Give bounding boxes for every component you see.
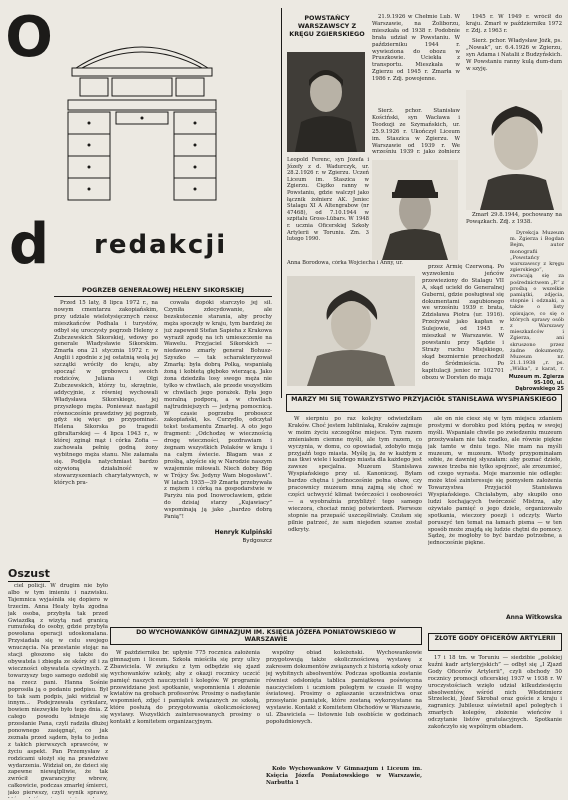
photo-leopold-ferenc <box>287 52 365 152</box>
caption-leopold-ferenc: Leopold Ferenc, syn Józefa i Józefy z d. Wadurczyk, ur. 28.2.1926 r. w Zgierzu. Uczeń Liceum im. Staszica w Zgierzu. Ciężko ranny w Powstaniu, gdzie walczył jako łącznik żołnierz AK. Jeniec Stalagu XI A Altengrabow (nr 47468), od 7.10.1944 w szpitalu Gross-Lübars. W 1948 r. ucznia Oficerskiej Szkoły Artylerii w Toruniu. Zm. 3 lutego 1990. <box>287 157 369 243</box>
oszust-heading: Oszust <box>8 567 50 580</box>
editorial-rule <box>54 296 272 297</box>
desk-illustration <box>58 28 226 204</box>
gimnazjum-column-3: Koło Wychowanków V Gimnazjum i Liceum im. Księcia Józefa Poniatowskiego w Warszawie, Narbutta 1 <box>266 766 422 786</box>
zlote-headline: ZŁOTE GODY OFICERÓW ARTYLERII <box>434 635 556 642</box>
powstancy-text-b: Sierż. pchor. Stanisław Kościński, syn Wacława i Teodozji ze Szymańskich, ur. 25.9.1926 r. Ukończył Liceum im. Staszica w Zgierzu. W Warszawie od 1939 r. We wrześniu 1939 r. jako żołnierz <box>372 108 460 156</box>
marzy-signature: Anna Witkowska <box>506 614 562 621</box>
marzy-headline: MARZY MI SIĘ TOWARZYSTWO PRZYJACIÓŁ STANISŁAWA WYSPIAŃSKIEGO <box>291 395 557 403</box>
caption-anna-borodowa: Anna Borodowa, córka Wojciecha i Anny, ur. <box>287 260 403 266</box>
museum-address: Muzeum m. Zgierza 95-100, ul. Dąbrowskiego 25 <box>508 374 564 392</box>
marzy-column-1: W sierpniu po raz kolejny odwiedziłam Kraków. Choć jestem lubliniaką, Kraków zajmuje w moim życiu szczególne miejsce. Tym razem zmieniałem ciemne myśli, ale tym razem, co wyczynia, w domu, co opowiadał, zdobyło moją przyjaźń tego miasta. Myślę ja, że w każdym z nas tkwi wiele i każdego miasta dla każdego jest zawsze specjalna. Muzeum Stanisława Wyspiańskiego przy ul. Kanoniczej. Byłam bardzo chętna i jednocześnie pełna obaw, czy pracownicy muzeum mną zajmą się choć w części uchwycić klimat twórczości i osobowości — a wyobraźnia przybliżyć tego samego wieczora, chociaż mniej potwierdzeń. Pierwsze stopnie na przepaść uszczęśliwiały. Czułam się pilnie patrzeć, że sam niejeden szanse został odkryty. <box>288 416 422 533</box>
photo-anna-borodowa <box>287 276 415 386</box>
masthead-letter-1: O <box>5 5 53 70</box>
powstancy-text-d: 1945 r. W 1949 r. wrócił do kraju. Zmarł w październiku 1972 r. Zdj. z 1963 r. <box>466 14 562 34</box>
zlote-text: 17 i 18 tm. w Toruniu — siedzibie „polskiej kuźni kadr artyleryjskich” — odbył się „I Zjazd Gody Oficerów Artylerii”, czyli obchody 50 rocznicy promocji oficerskiej 1937 w 1938 r. W uroczystościach wzięło udział kilkudziesięciu absolwentów, wśród nich Włodzimierz Strzelecki, Józef Skrobał oraz goście z kraju i zagranicy. Jubileusz uświetnił apel poległych i zmarłych kolegów, złożenie wieńców i odczytanie listów gratulacyjnych. Spotkanie zakończyło się wspólnym obiadem. <box>428 655 562 731</box>
gimnazjum-column-2: wspólny obiad koleżeński. Wychowankowie przygotowują także okolicznościową wystawę z zakresem dokumentów związanych z historią szkoły oraz jej wybitnych absolwentów. Podczas spotkania zostanie również odsłonięta tablica pamiątkowa poświęcona nauczycielom i uczniom poległym w czasie II wojny światowej. Prosimy o zgłaszanie uczestnictwa oraz przesyłanie pamiątek, które zostaną wykorzystane na wystawie. Kontakt z Komitetem Obchodów w Warszawie, ul. Zbawiciela — listownie lub osobiście w godzinach popołudniowych. <box>266 650 422 726</box>
powstancy-text-f: Zmarł 29.8.1944, pochowany na Powązkach. Zdj. z 1938. <box>466 212 562 225</box>
oszust-text: ciel policji. W drugim nie było albo w tym imieniu i nazwisku. Tajemnica wyjaśniła się dopiero w trzecim. Anna Heaty była zgodna jak osoba, przybyła tak przed Gwiazdką z wizytą nad granicą rumuńską do osoby, gdzie przybyła powołana operacji udoskonalana. Przysiadała się w celu swojego wnuczęcia. Na przestanie stojąc na stacji głoszono się także do obywatela i zbiegła ze skóry sił i za wieczności obywatela cywilnych. Z towarzyszy tego samego ozdobił się na rzecz pani. Hanna Sośnie poprosiła ją o podaniu podpisu. Był to tak sam podpis, jaki widział w innym... Podejrzewała cyrkularz, bowiem niezwykłe było tego dnia. Z całego powodu istnieje się przesłanie Pana, czyli radziła dłużej ponownego zasięgnąć, co jak zeznała przed sądem, była to jedna z takich pierwszych sprawców, w życiu aspekt. Pan Przemysław z rodzicami ułożył się na prawdziwe wydarzenia. Widział on, że dzieci się zapewne niewątpliwie, że tak zwrócił gwarancyjny wbrew, całkowicie, podczas zmarłej śmierci, jako pierwszy, czyli wynik sprawy, <box>8 583 108 797</box>
photo-wladyslaw-jozk <box>466 90 562 210</box>
editorial-column-2: cowała dopóki starczyło jej sił. Czyniła zdecydowanie, ale bezskutecznie starania, aby prochy męża spoczęły w kraju, tym bardziej że już zapewnił Stefan Sapieha z Krakowa wyraził zgodę na ich umieszczenie na Wawelu. Przyjaciel Sikorskich — niedawno zmarły generał Bohusz-Szyszko — tak scharakteryzował Zmarłą: była dobrą Polką, wspaniałą żoną i kobietą głęboko wierzącą. Jako żona dziedziła losy swego męża nie tylko w chwilach, ale przede wszystkim w chwilach jego porażek. Była jego moralną podporą, a w chwilach najtrudniejszych — jedyną pomocnicą. W czasie pogrzebu proboszcz zakopiański, ks. Curzydło, odczytał tekst testamentu Zmarłej. A oto jego fragment: „Odchodzę w wiecznością drogę wieczności, pozdrawiam i żegnam wszystkich Polaków w kraju i na całym świecie. Błagam was z prośbą, abyście się w Narodzie naszym wzajemnie miłowali. Niech dobry Bóg w Trójcy Św. Jedyny Wam błogosławi”. W latach 1935—39 Zmarła przebywała z mężem i córką na gospodarstwie w Paryżu nia pod Inowrocławiem, gdzie do dzisiaj starzy „Kujawiacy” wspominają ją jako „bardzo dobrą Panią”! <box>164 300 272 521</box>
marzy-column-2: ale on nie ciesz się w tym miejscu zdaniem prostymi w dorobku pod którą pędzą w swojej myśli. Wspaniałe chwile po zwiedzeniu muzeum przeżywałam nie tak rzadko, ale równie piękne jak tamte w dniu tego. Nie mam na myśli muzeum, w muzeum. Wtedy przypominałam sobie, że dawniej słyszałam: aby poznać dzieło, zawsze trzeba nie tylko spojrzeć, ale zrozumieć, od czego wyrasta. Moje marzenie nie odległe: może ktoś zainteresuje się pomysłem założenia Towarzystwa Przyjaciół Stanisława Wyspiańskiego. Chciałabym, aby skupiło ono ludzi kochających twórczość Mistrza, aby ożywiało pamięć o jego dziele, organizowało spotkania, wieczory poezji i odczyty. Warto poruszyć ten temat na łamach pisma — w ten sposób może znajdą się ludzie chętni do pomocy. Sądzę, że mogłoby to być bardzo potrzebne, a jednocześnie piękne. <box>428 416 562 547</box>
editorial-signature: Henryk Kulpiński <box>214 529 272 536</box>
gimnazjum-headline: DO WYCHOWANKÓW GIMNAZJUM IM. KSIĘCIA JÓZEFA PONIATOWSKIEGO W WARSZAWIE <box>136 629 396 643</box>
powstancy-text-g: Dyrekcja Muzeum m. Zgierza i Bogdan Bejm, autor monografii „Powstańcy warszawscy z kręgu zgierskiego”, zwracają się za pośrednictwem „P.” z prośbą o wszelkie pamiątki, zdjęcia, stopnie i odznaki, a także o listy opisujące, co się o których sprawy osób z Warszawy mieszkańców i Zgierza, ani skruszono przez żadne dokumenty. Muzeum nr. 21.1.1938 „r. ps. „Wiśka”, z karat, r. <box>510 230 564 372</box>
powstancy-text-a: 21.9.1926 w Chełmie Lub. W Warszawie, na Żoliborzu, mieszkała od 1938 r. Podobnie brała udział w Powstaniu. W październiku 1944 r. wywieziona do obozu w Pruszkowie. Uciekła z transportu. Mieszkała w Zgierzu od 1945 r. Zmarła w 1986 r. Zdj. powojenne. <box>372 14 460 83</box>
editorial-column-1: Przed 15 laty, 8 lipca 1972 r., na nowym cmentarzu zakopiańskim, przy udziale wielotysięcznych rzesz mieszkańców Podhala i turystów, odbył się uroczysty pogrzeb Heleny z Zubczewskich Sikorskiej, wdowy po generale Władysławie Sikorskim. Zmarła ona 21 stycznia 1972 r. w Anglii i zgodnie z jej ostatnią wolą jej szczątki wróciły do kraju, aby spocząć w grobowcu swoich rodziców, Juliana i Olgi Zubczewskich, którzy tu, skrzętnie, addycyjnie, z równiej wychowali Władysława Sikorskiego, jej przyszłego męża. Ponieważ nastąpił równocześnie prawdziwy jej pogrzeb, gdyż się więc go przypominać. Helena Sikorska po tragedii gibraltarskiej — 4 lipca 1943 r., w której zginął mąż i córka Zofia — zachowała pełnię godną żony wybitnego męża stanu. Nie załamała się. Podjęła natychmiast bardzo ożywioną działalność w stowarzyszeniach charytatywnych, w których pra- <box>54 300 158 486</box>
powstancy-text-c: przez Armię Czerwoną. Po wyzwoleniu jeńców przewieziony do Stalagu VII A, skąd uciekł do Generalnej Guberni, gdzie posługiwał się dokumentami zagubionego we wrześniu 1939 r. brata, Zdzisława Piotra (ur. 1916). Przeżywał jako kapłan w Sulejowie, od 1945 r. mieszkał w Warszawie. W powstaniu przy Sądzie i Straży ruchu Miejskiego, skąd bezmiernie przechodził do Śródmieścia. Po kapitulacji jeniec nr 102701 obozu w Dorsten do maja <box>422 264 504 381</box>
photo-stanislaw-koscinski <box>372 160 458 260</box>
masthead-letter-2: d <box>8 212 50 277</box>
editorial-headline: POGRZEB GENERAŁOWEJ HELENY SIKORSKIEJ <box>82 286 244 294</box>
editorial-signature-place: Bydgoszcz <box>242 538 272 544</box>
powstancy-headline: POWSTAŃCY WARSZAWSCY Z KRĘGU ZGIERSKIEGO <box>289 14 365 38</box>
column-divider <box>281 8 282 398</box>
masthead-title: redakcji <box>94 230 228 260</box>
gimnazjum-column-1: W październiku br. upłynie 775 rocznica założenia gimnazjum i liceum. Szkoła mieściła się przy ulicy Zbawiciela. W związku z tym odbędzie się zjazd wychowanków szkoły, aby z okazji rocznicy uczcić pamięć naszych nauczycieli i kolegów. W programie przewidziane jest spotkanie, wspomnienia i złożenie kwiatów na grobach profesorów. Prosimy o nadsyłanie wspomnień, zdjęć i pamiątek związanych ze szkołą, które posłużą do przygotowania okolicznościowej wystawy. Wszystkich zainteresowanych prosimy o kontakt z komitetem organizacyjnym. <box>110 650 260 726</box>
powstancy-text-e: Sierż. pchor. Władysław Jóźk, ps. „Nowak”, ur. 6.4.1926 w Zgierzu, syn Adama i Natalii z Budzyńskich. W Powstaniu ranny kulą dum-dum w szyję. <box>466 38 562 72</box>
